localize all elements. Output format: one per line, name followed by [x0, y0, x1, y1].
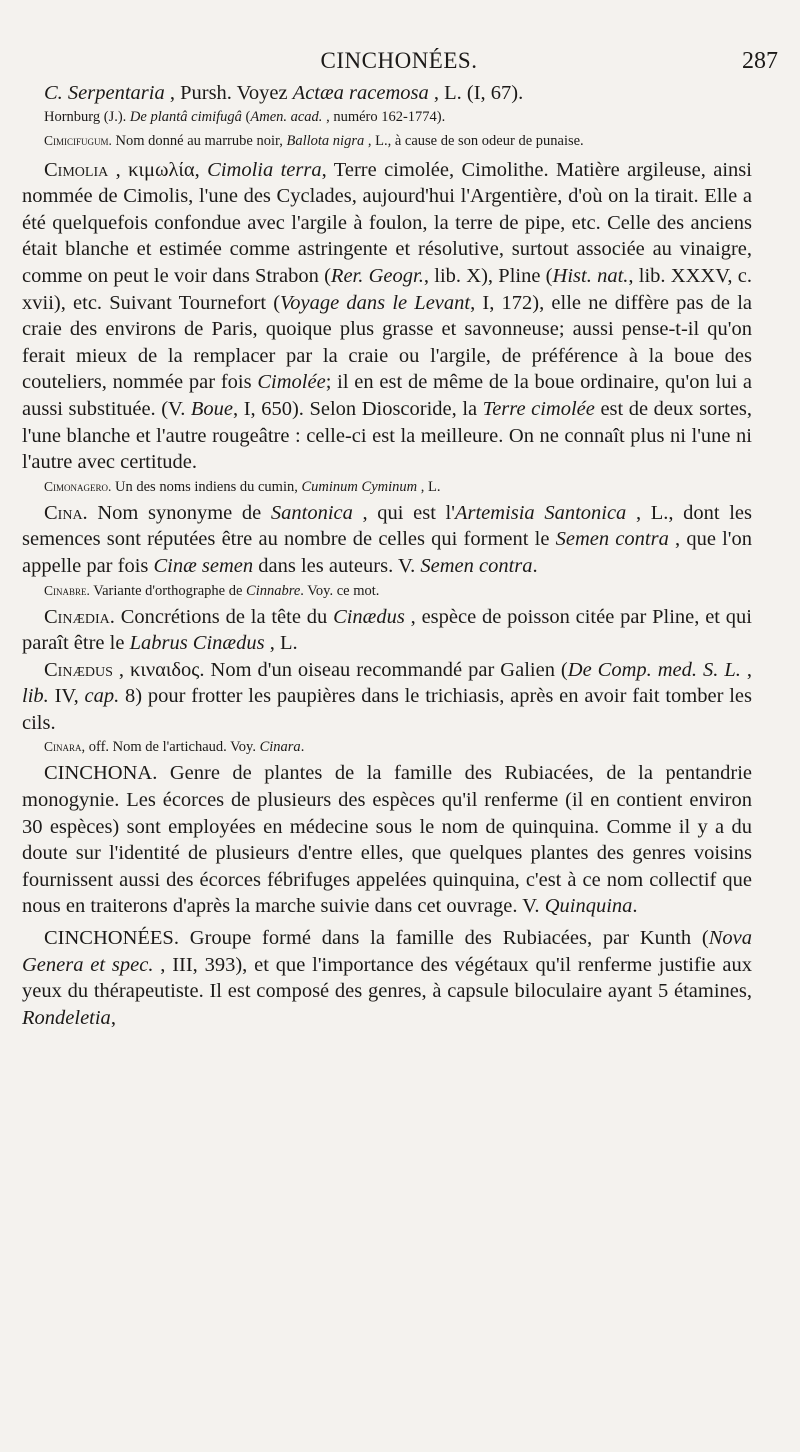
entry-headword: Cinædia. [44, 605, 115, 628]
entry-text: , L., à cause de son odeur de punaise. [364, 132, 584, 149]
entry-greek: , κιναιδος. [112, 658, 205, 681]
entry-italic: Voyage dans le Levant [280, 291, 471, 314]
entry-headword: Cimolia [44, 158, 109, 181]
entry-text: Variante d'orthographe de [89, 582, 247, 599]
entry-headword: CINCHONA. [44, 762, 158, 785]
entry-headword: Cimicifugum. [44, 132, 112, 148]
entry-italic: Cimolée [257, 371, 326, 394]
entry-italic: Boue [190, 397, 234, 420]
entry-italic: Ballota nigra [286, 132, 365, 149]
entry-text: , I, 650). Selon Dioscoride, la [233, 397, 483, 420]
entry-text: , lib. X), Pline ( [423, 264, 553, 287]
entry-cinara [22, 736, 752, 758]
entry-italic: Cinnabre [246, 582, 301, 599]
page-header [20, 46, 778, 80]
entry-headword: Cinædus [44, 658, 113, 681]
entry-text: , Terre cimolée, Cimolithe. Matière argileuse, ainsi nommée de Cimolis, l'une des Cyclades, aujourd'hui l'Argentière, d'où on la tirait. Elle a été quelquefois confondue avec l'argile à foulon, la terre de pipe, etc. Celle des anciens était blanche et estimée comme astringente et résolutive, surtout associée au vinaigre, comme on peut le voir dans Strabon ( [22, 158, 752, 287]
entry-italic: Cuminum Cyminum [301, 478, 418, 495]
entry-text: , off. Nom de l'artichaud. Voy. [81, 739, 260, 756]
entry-text: dans les auteurs. V. [253, 554, 421, 577]
entry-cimolia [22, 157, 752, 476]
entry-headword: CINCHONÉES. [44, 927, 179, 950]
entry-text: , I, 172), elle ne diffère pas de la craie des environs de Paris, quoique plus grasse et savonneuse; aussi pense-t-il qu'on ferait mieux de la remplacer par la craie ou l'argile, de préférence à la boue des couteliers, nommée par fois [22, 291, 752, 394]
entry-text: Nom donné au marrube noir, [111, 132, 287, 149]
entry-text: , numéro 162-1774). [322, 108, 446, 125]
entry-text: . [300, 739, 305, 756]
entry-text: , III, 393), et que l'importance des végétaux qu'il renferme justifie aux yeux du thérapeutiste. Il est composé des genres, à capsule biloculaire ayant 5 étamines, [22, 953, 752, 1003]
entry-italic: cap. [84, 685, 120, 708]
entry-headword: Cinabre. [44, 582, 90, 598]
entry-text: , [740, 658, 753, 681]
entry-cimonagero [22, 476, 752, 498]
entry-text: Genre de plantes de la famille des Rubiacées, de la pentandrie monogynie. Les écorces de plusieurs des espèces qu'il renferme (il en contient environ 30 espèces) sont employées en médecine sous le nom de quinquina. Comme il y a du doute sur l'identité de plusieurs d'entre elles, que quelques plantes des genres voisins fournissent aussi des écorces fébrifuges appelées quinquina, c'est à ce nom collectif que nous en traiterons d'après la marche suivie dans cet ouvrage. V. [22, 762, 752, 918]
entry-c-serpentaria [22, 80, 752, 107]
entry-cinaedia [22, 604, 752, 657]
page-number: 287 [742, 48, 778, 74]
entry-text: Nom synonyme de [87, 501, 271, 524]
entry-italic: Quinquina [544, 895, 633, 918]
entry-italic: De plantâ cimifugâ [129, 108, 242, 125]
entry-text: Un des noms indiens du cumin, [111, 478, 302, 495]
entry-text: Hornburg (J.). [44, 108, 130, 125]
entry-text: . [532, 554, 538, 577]
running-title: CINCHONÉES. [320, 48, 478, 73]
entry-text: Groupe formé dans la famille des Rubiacées, par Kunth ( [178, 927, 709, 950]
entry-text: , L. [264, 632, 298, 655]
entry-text: 8) pour frotter les paupières dans le trichiasis, après en avoir fait tomber les cils. [22, 685, 752, 734]
entry-text: , L., dont les semences sont réputées être au nombre de celles qui forment le [22, 501, 752, 551]
entry-text: ; il en est de même de la boue ordinaire, qu'on lui a aussi substituée. (V. [22, 371, 752, 420]
entry-cimicifugum [22, 130, 752, 152]
entry-headword: Cimonagero. [44, 478, 112, 494]
entry-italic: Hist. nat. [552, 264, 629, 287]
entry-italic: Cinara [259, 739, 301, 756]
entry-italic: Terre cimolée [482, 397, 595, 420]
entry-text: , L. (I, 67). [428, 82, 524, 104]
entry-text: Nom d'un oiseau recommandé par Galien ( [204, 658, 568, 681]
entry-italic: Cinædus [333, 605, 405, 628]
entry-italic: Labrus Cinædus [129, 632, 265, 655]
entry-text: Concrétions de la tête du [114, 605, 334, 628]
entry-cinchona [22, 760, 752, 920]
entry-hornburg-reference [22, 107, 752, 128]
entry-italic: Cimolia terra [207, 158, 322, 181]
entry-text: . Voy. ce mot. [300, 582, 380, 599]
entry-italic: De Comp. med. S. L. [567, 658, 741, 681]
entry-italic: Rondeletia [22, 1006, 111, 1029]
entry-italic: Actæa racemosa [292, 82, 429, 104]
entry-text: , lib. XXXV, c. xvii), etc. Suivant Tournefort ( [22, 264, 752, 314]
entry-text: , espèce de poisson citée par Pline, et qui paraît être le [22, 605, 752, 655]
entry-text: , L. [417, 478, 441, 495]
entry-italic: Cinæ semen [153, 554, 254, 577]
entry-text: , [110, 1006, 116, 1029]
entry-headword: C. Serpentaria [44, 82, 165, 104]
entry-text: , que l'on appelle par fois [22, 528, 752, 577]
entry-text: , Pursh. Voyez [164, 82, 293, 104]
entry-italic: Semen contra [555, 528, 669, 551]
entry-text: , qui est l' [352, 501, 455, 524]
entry-italic: Nova Genera et spec. [22, 927, 752, 976]
entry-greek: , κιμωλία, [108, 158, 208, 181]
entry-cinabre [22, 580, 752, 602]
entry-text: ( [241, 108, 251, 125]
entry-italic: Artemisia Santonica [454, 501, 627, 524]
entry-italic: Santonica [270, 501, 353, 524]
entry-italic: Rer. Geogr. [330, 264, 424, 287]
entry-cinchonees [22, 925, 752, 1031]
entry-headword: Cinara [44, 739, 82, 755]
entry-text: . [632, 895, 638, 918]
entry-headword: Cina. [44, 501, 88, 524]
entry-cinaedus [22, 657, 752, 737]
entry-text: est de deux sortes, l'une blanche et l'autre rougeâtre : celle-ci est la meilleure. On ne connaît plus ni l'une ni l'autre avec certitude. [22, 397, 753, 474]
page-body [22, 80, 752, 1031]
entry-cina [22, 500, 752, 580]
entry-text: IV, [48, 685, 85, 708]
entry-italic: Semen contra [420, 554, 533, 577]
entry-italic: lib. [22, 685, 49, 708]
entry-italic: Amen. acad. [250, 108, 323, 125]
